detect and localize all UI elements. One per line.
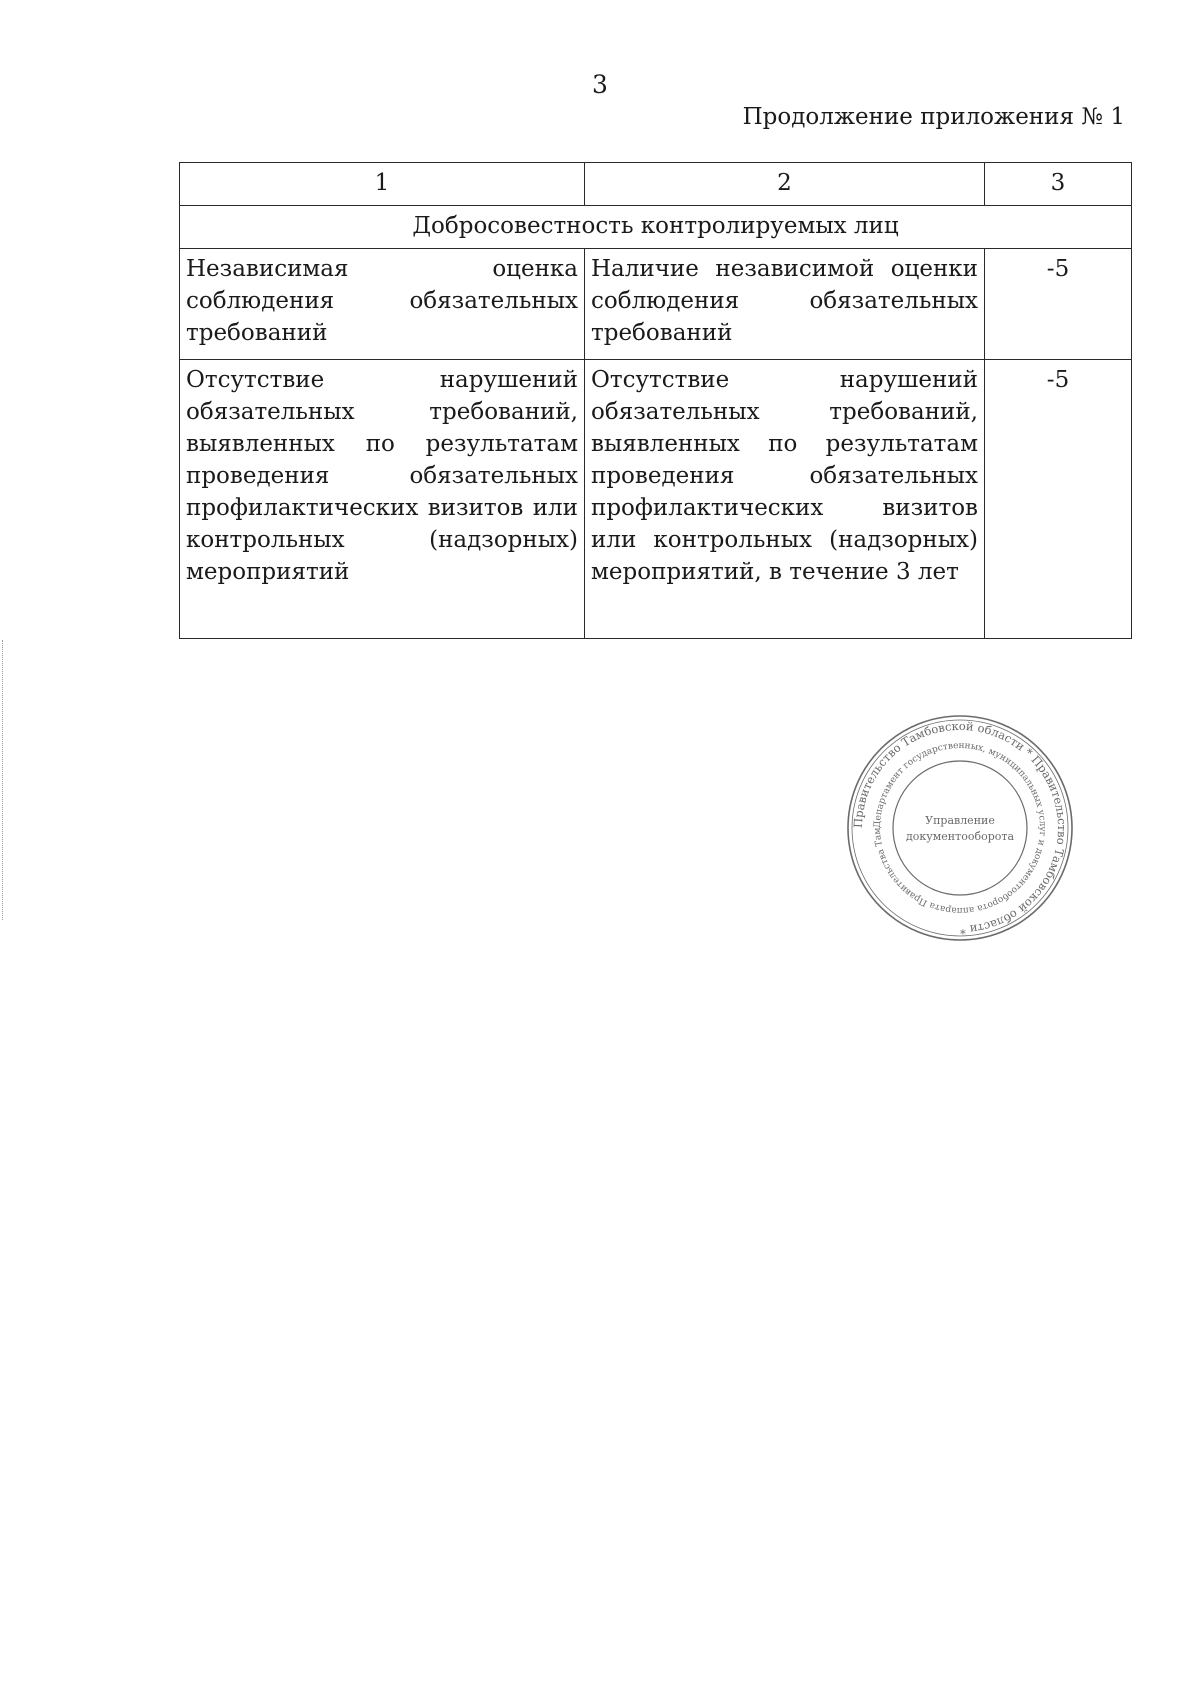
stamp-center-line1: Управление xyxy=(925,814,995,827)
condition-cell: Отсутствие нарушений обязательных требований, выявленных по результатам проведения обязательных профилактических визитов или контрольных (надзорных) мероприятий, в течение 3 лет xyxy=(585,360,985,639)
section-row xyxy=(180,206,1132,249)
stamp-inner-text: Департамент государственных, муниципальных услуг и документооборота аппарата Правительства Там xyxy=(872,740,1048,916)
condition-cell: Наличие независимой оценки соблюдения обязательных требований xyxy=(585,249,985,360)
column-header-1: 1 xyxy=(180,163,585,206)
stamp-graphic xyxy=(844,712,1076,944)
score-cell: -5 xyxy=(985,360,1132,639)
criteria-table xyxy=(179,162,1132,639)
column-header-3: 3 xyxy=(985,163,1132,206)
section-title: Добросовестность контролируемых лиц xyxy=(180,206,1132,249)
stamp-center-line2: документооборота xyxy=(905,830,1015,843)
appendix-continuation-label: Продолжение приложения № 1 xyxy=(742,104,1125,130)
score-cell: -5 xyxy=(985,249,1132,360)
stamp-inner-circle xyxy=(893,761,1027,895)
criterion-cell: Независимая оценка соблюдения обязательных требований xyxy=(180,249,585,360)
table-header-row xyxy=(180,163,1132,206)
table-row xyxy=(180,249,1132,360)
scan-margin-artifact xyxy=(2,640,6,920)
page-number: 3 xyxy=(592,70,608,99)
criterion-cell: Отсутствие нарушений обязательных требований, выявленных по результатам проведения обязательных профилактических визитов или контрольных (надзорных) мероприятий xyxy=(180,360,585,639)
stamp-outer-text: Правительство Тамбовской области * Правительство Тамбовской области * xyxy=(850,718,1070,938)
official-stamp xyxy=(844,712,1076,944)
table-row xyxy=(180,360,1132,639)
column-header-2: 2 xyxy=(585,163,985,206)
